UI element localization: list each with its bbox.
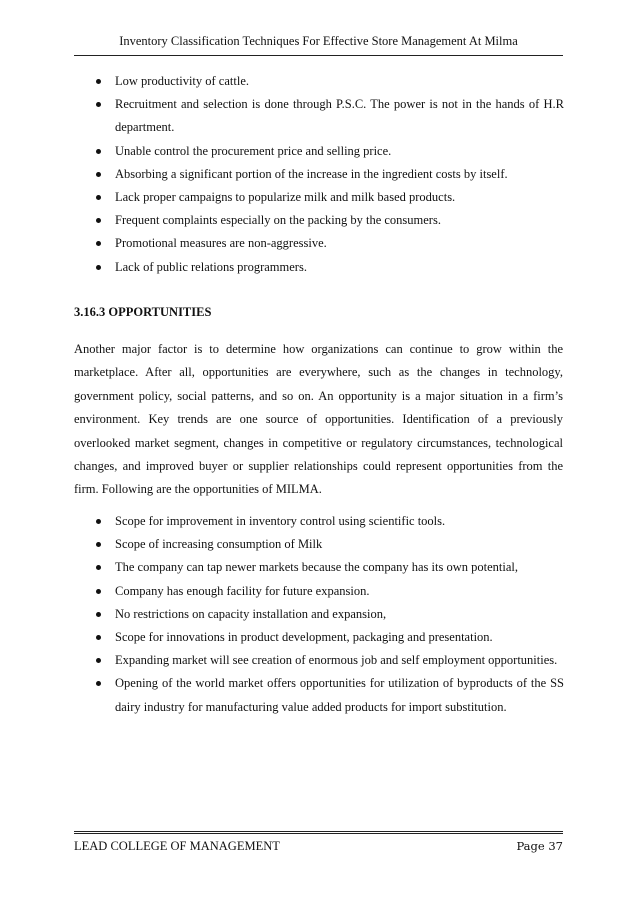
footer-college: LEAD COLLEGE OF MANAGEMENT [74, 839, 280, 853]
footer-page-number: Page 37 [516, 839, 563, 853]
list-item: Promotional measures are non-aggressive. [74, 232, 564, 255]
list-item: Recruitment and selection is done through P.S.C. The power is not in the hands of H.R department. [74, 93, 564, 139]
list-item: Unable control the procurement price and selling price. [74, 140, 564, 163]
list-item: Lack proper campaigns to popularize milk and milk based products. [74, 186, 564, 209]
opportunities-list [74, 510, 564, 719]
list-item: Scope for innovations in product development, packaging and presentation. [74, 626, 564, 649]
list-item: Low productivity of cattle. [74, 70, 564, 93]
weaknesses-list [74, 70, 564, 279]
page-footer [74, 831, 563, 868]
opportunities-paragraph: Another major factor is to determine how organizations can continue to grow within the marketplace. After all, opportunities are everywhere, such as the changes in technology, government policy, social patterns, and so on. An opportunity is a major situation in a firm’s environment. Key trends are one source of opportunities. Identification of a previously overlooked market segment, changes in competitive or regulatory circumstances, technological changes, and improved buyer or supplier relationships could represent opportunities from the firm. Following are the opportunities of MILMA. [74, 342, 563, 497]
list-item: No restrictions on capacity installation and expansion, [74, 603, 564, 626]
list-item: Opening of the world market offers opportunities for utilization of byproducts of the SS dairy industry for manufacturing value added products for import substitution. [74, 672, 564, 718]
list-item: Scope for improvement in inventory control using scientific tools. [74, 510, 564, 533]
list-item: Expanding market will see creation of enormous job and self employment opportunities. [74, 649, 564, 672]
list-item: The company can tap newer markets because the company has its own potential, [74, 556, 564, 579]
list-item: Absorbing a significant portion of the increase in the ingredient costs by itself. [74, 163, 564, 186]
list-item: Scope of increasing consumption of Milk [74, 533, 564, 556]
page-header [74, 33, 563, 56]
header-title: Inventory Classification Techniques For Effective Store Management At Milma [119, 34, 518, 48]
list-item: Frequent complaints especially on the packing by the consumers. [74, 209, 564, 232]
list-item: Lack of public relations programmers. [74, 256, 564, 279]
section-heading: 3.16.3 OPPORTUNITIES [74, 305, 212, 319]
list-item: Company has enough facility for future expansion. [74, 580, 564, 603]
